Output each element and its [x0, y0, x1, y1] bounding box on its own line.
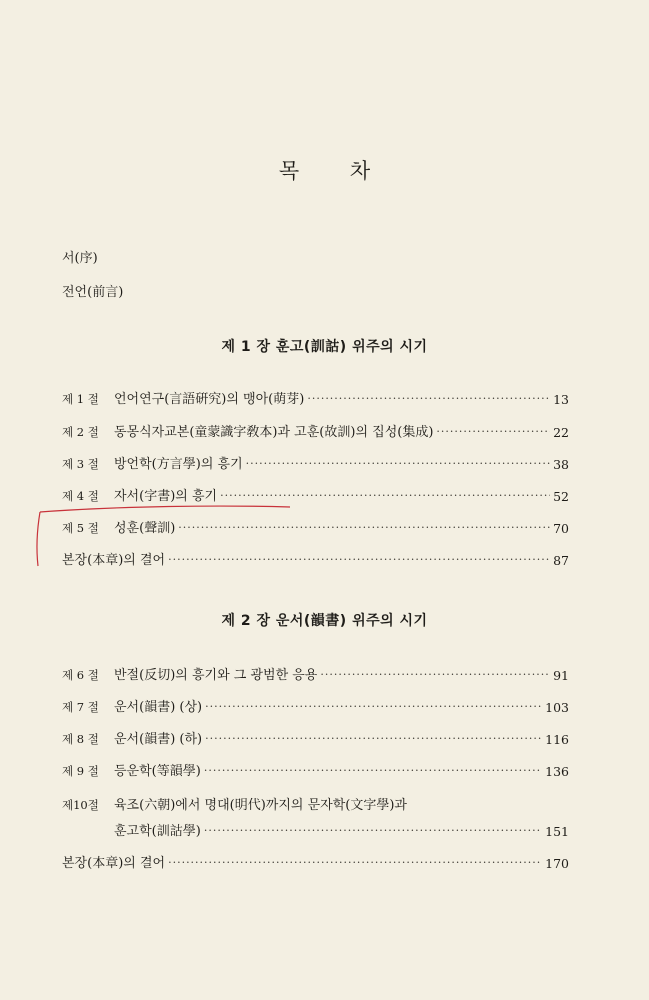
toc-entry-4	[62, 484, 569, 504]
leader-dots	[220, 488, 550, 504]
page-number: 87	[553, 553, 569, 568]
toc-entry-6	[62, 548, 569, 568]
section-number: 제 1 절	[62, 392, 99, 406]
toc-entry-12	[62, 851, 569, 871]
section-number: 제 7 절	[62, 700, 99, 714]
page-number: 116	[545, 732, 569, 747]
section-title: 성훈(聲訓)	[114, 521, 176, 536]
toc-entry-11	[62, 793, 569, 813]
section-title: 동몽식자교본(童蒙識字敎本)과 고훈(故訓)의 집성(集成)	[114, 425, 434, 440]
page-number: 22	[553, 425, 569, 440]
section-title: 등운학(等韻學)	[114, 764, 201, 779]
page-number: 151	[545, 824, 569, 839]
leader-dots	[168, 855, 542, 871]
section-title: 본장(本章)의 결어	[62, 856, 166, 871]
section-title: 반절(反切)의 흥기와 그 광범한 응용	[114, 668, 318, 683]
section-title: 본장(本章)의 결어	[62, 553, 166, 568]
section-title: 방언학(方言學)의 흥기	[114, 457, 243, 472]
leader-dots	[178, 520, 550, 536]
toc-entry-5	[62, 516, 569, 536]
page-number: 91	[553, 668, 569, 683]
page-number: 52	[553, 489, 569, 504]
leader-dots	[204, 763, 542, 779]
leader-dots	[205, 699, 542, 715]
leader-dots	[246, 456, 550, 472]
toc-title: 목 차	[278, 159, 393, 183]
section-title: 훈고학(訓詁學)	[114, 824, 201, 839]
toc-entry-7	[62, 663, 569, 683]
section-title: 운서(韻書) (상)	[114, 700, 203, 715]
page-number: 38	[553, 457, 569, 472]
section-number: 제 3 절	[62, 457, 99, 471]
toc-entry-3	[62, 452, 569, 472]
section-title: 언어연구(言語硏究)의 맹아(萌芽)	[114, 392, 305, 407]
leader-dots	[168, 552, 550, 568]
toc-entry-8	[62, 695, 569, 715]
section-number: 제 6 절	[62, 668, 99, 682]
section-title: 자서(字書)의 흥기	[114, 489, 218, 504]
foreword-entry: 전언(前言)	[62, 285, 124, 300]
section-number: 제10절	[62, 798, 99, 812]
leader-dots	[205, 731, 542, 747]
section-title: 운서(韻書) (하)	[114, 732, 203, 747]
section-number: 제 8 절	[62, 732, 99, 746]
preface-entry: 서(序)	[62, 251, 98, 266]
leader-dots	[436, 424, 550, 440]
toc-entry-1	[62, 387, 569, 407]
section-number: 제 5 절	[62, 521, 99, 535]
toc-entry-11-continued	[114, 819, 569, 839]
page-number: 170	[545, 856, 569, 871]
leader-dots	[307, 391, 550, 407]
toc-entry-2	[62, 420, 569, 440]
section-number: 제 9 절	[62, 764, 99, 778]
section-number: 제 4 절	[62, 489, 99, 503]
toc-entry-9	[62, 727, 569, 747]
page-number: 103	[545, 700, 569, 715]
page-number: 70	[553, 521, 569, 536]
chapter-2-heading: 제 2 장 운서(韻書) 위주의 시기	[221, 613, 428, 629]
section-title: 육조(六朝)에서 명대(明代)까지의 문자학(文字學)과	[114, 798, 407, 813]
leader-dots	[320, 667, 550, 683]
page-number: 13	[553, 392, 569, 407]
leader-dots	[204, 823, 542, 839]
chapter-1-heading: 제 1 장 훈고(訓詁) 위주의 시기	[221, 339, 428, 355]
page-number: 136	[545, 764, 569, 779]
toc-entry-10	[62, 759, 569, 779]
section-number: 제 2 절	[62, 425, 99, 439]
